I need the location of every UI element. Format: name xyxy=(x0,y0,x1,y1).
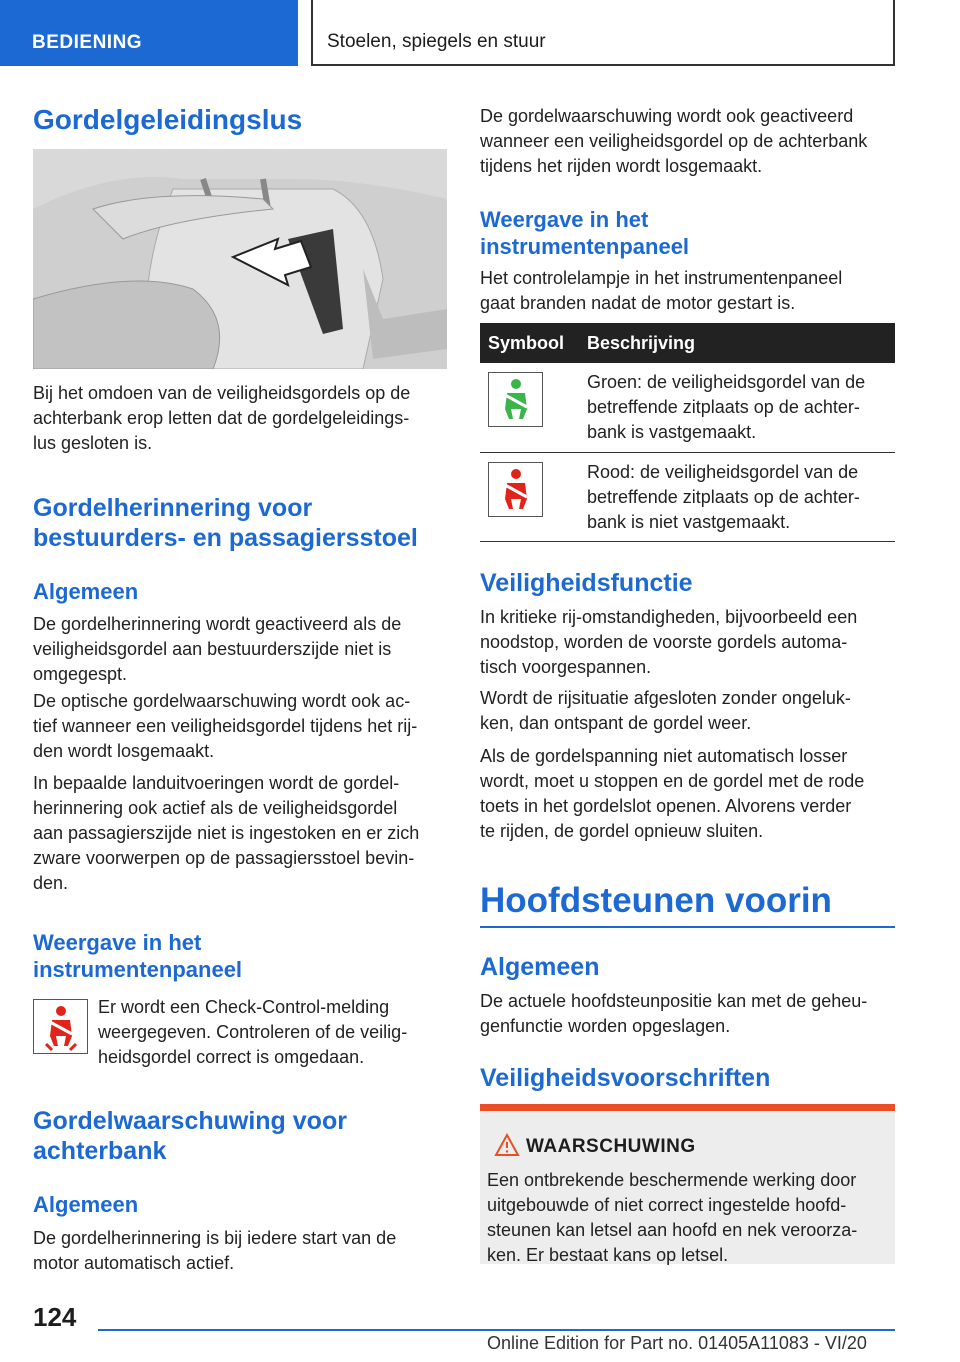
heading-veiligheidsvoorschriften: Veiligheidsvoorschriften xyxy=(480,1064,771,1092)
seat-illustration xyxy=(33,149,447,369)
heading-line: Weergave in het xyxy=(480,207,649,232)
heading-line: instrumentenpaneel xyxy=(480,234,690,259)
seat-belt-guide-image xyxy=(33,149,447,369)
table-row xyxy=(480,363,895,453)
text-line: herinnering ook actief als de veiligheidsgordel xyxy=(33,798,398,818)
warning-text xyxy=(487,1168,887,1268)
heading-underline xyxy=(480,926,895,928)
text-line: tief wanneer een veiligheidsgordel tijdens het rij- xyxy=(33,716,418,736)
page-number: 124 xyxy=(33,1302,77,1332)
heading-veiligheidsfunctie: Veiligheidsfunctie xyxy=(480,569,693,597)
text-line: Een ontbrekende beschermende werking door xyxy=(487,1170,857,1190)
text-line: ken, dan ontspant de gordel weer. xyxy=(480,713,752,733)
footer-edition: Online Edition for Part no. 01405A11083 - VI/20 xyxy=(487,1333,867,1353)
heading-line: Gordelwaarschuwing voor xyxy=(33,1107,347,1135)
heading-algemeen-2: Algemeen xyxy=(33,1192,139,1217)
text-line: wanneer een veiligheidsgordel op de achterbank xyxy=(480,131,868,151)
section-tab xyxy=(0,0,298,66)
text-line: Als de gordelspanning niet automatisch losser xyxy=(480,746,848,766)
text-line: Het controlelampje in het instrumentenpaneel xyxy=(480,268,843,288)
text-line: heidsgordel correct is omgedaan. xyxy=(98,1047,365,1067)
heading-line: Weergave in het xyxy=(33,930,202,955)
text-line: toets in het gordelslot openen. Alvorens verder xyxy=(480,796,852,816)
text-line: In kritieke rij-omstandigheden, bijvoorbeeld een xyxy=(480,607,858,627)
heading-weergave-right xyxy=(480,206,689,260)
warning-triangle-icon xyxy=(494,1133,520,1157)
paragraph-alg2 xyxy=(33,689,447,764)
text-line: Rood: de veiligheidsgordel van de xyxy=(587,462,859,482)
heading-hoofdsteunen-voorin: Hoofdsteunen voorin xyxy=(480,881,832,920)
text-line: lus gesloten is. xyxy=(33,433,153,453)
paragraph-alg3 xyxy=(33,771,447,896)
text-line: De actuele hoofdsteunpositie kan met de geheu- xyxy=(480,991,868,1011)
heading-gordelherinnering xyxy=(33,493,418,553)
heading-line: bestuurders- en passagiersstoel xyxy=(33,524,418,552)
paragraph-lus xyxy=(33,381,447,456)
heading-gordelgeleidingslus: Gordelgeleidingslus xyxy=(33,104,303,135)
text-line: bank is vastgemaakt. xyxy=(587,422,757,442)
text-line: betreffende zitplaats op de achter- xyxy=(587,487,860,507)
footer-rule xyxy=(98,1329,895,1331)
text-line: Er wordt een Check-Control-melding xyxy=(98,997,390,1017)
heading-gordelwaarschuwing-achterbank xyxy=(33,1106,347,1166)
symbol-table-header xyxy=(480,323,895,363)
text-line: Bij het omdoen van de veiligheidsgordels op de xyxy=(33,383,411,403)
seatbelt-green-icon xyxy=(488,372,543,427)
text-line: De gordelherinnering is bij iedere start van de xyxy=(33,1228,397,1248)
text-line: tisch voorgespannen. xyxy=(480,657,652,677)
table-cell-description xyxy=(587,460,892,535)
table-row xyxy=(480,453,895,542)
seatbelt-red-icon xyxy=(33,999,88,1054)
text-line: achterbank erop letten dat de gordelgeleidings- xyxy=(33,408,410,428)
paragraph-alg-right xyxy=(480,989,895,1039)
text-line: Groen: de veiligheidsgordel van de xyxy=(587,372,866,392)
table-cell-description xyxy=(587,370,892,445)
text-line: omgegespt. xyxy=(33,664,128,684)
paragraph-v3 xyxy=(480,744,895,844)
text-line: weergegeven. Controleren of de veilig- xyxy=(98,1022,408,1042)
text-line: genfunctie worden opgeslagen. xyxy=(480,1016,731,1036)
text-line: den wordt losgemaakt. xyxy=(33,741,215,761)
text-line: den. xyxy=(33,873,69,893)
heading-line: instrumentenpaneel xyxy=(33,957,243,982)
text-line: veiligheidsgordel aan bestuurderszijde niet is xyxy=(33,639,392,659)
text-line: noodstop, worden de voorste gordels automa- xyxy=(480,632,848,652)
text-line: De gordelherinnering wordt geactiveerd als de xyxy=(33,614,402,634)
text-line: aan passagierszijde niet is ingestoken en er zich xyxy=(33,823,420,843)
text-line: ken. Er bestaat kans op letsel. xyxy=(487,1245,729,1265)
heading-line: Gordelherinnering voor xyxy=(33,494,313,522)
column-header-beschrijving: Beschrijving xyxy=(587,333,696,353)
warning-box xyxy=(480,1104,895,1264)
seatbelt-red-icon xyxy=(488,462,543,517)
text-line: steunen kan letsel aan hoofd en nek veroorza- xyxy=(487,1220,858,1240)
paragraph-weergave-left xyxy=(98,995,448,1070)
text-line: zware voorwerpen op de passagiersstoel bevin- xyxy=(33,848,415,868)
page-header xyxy=(0,0,960,66)
section-label: BEDIENING xyxy=(32,32,143,53)
text-line: gaat branden nadat de motor gestart is. xyxy=(480,293,796,313)
column-header-symbool: Symbool xyxy=(488,333,565,353)
paragraph-v1 xyxy=(480,605,895,680)
heading-algemeen-1: Algemeen xyxy=(33,579,139,604)
heading-weergave-left xyxy=(33,929,242,983)
heading-algemeen-3: Algemeen xyxy=(480,953,600,981)
text-line: De gordelwaarschuwing wordt ook geactiveerd xyxy=(480,106,854,126)
warning-title: WAARSCHUWING xyxy=(526,1136,696,1157)
text-line: In bepaalde landuitvoeringen wordt de gordel- xyxy=(33,773,400,793)
paragraph-alg1 xyxy=(33,612,447,687)
chapter-tab xyxy=(311,0,895,66)
text-line: uitgebouwde of niet correct ingestelde hoofd- xyxy=(487,1195,847,1215)
text-line: te rijden, de gordel opnieuw sluiten. xyxy=(480,821,764,841)
text-line: bank is niet vastgemaakt. xyxy=(587,512,791,532)
text-line: Wordt de rijsituatie afgesloten zonder ongeluk- xyxy=(480,688,851,708)
paragraph-right-top xyxy=(480,104,895,179)
text-line: tijdens het rijden wordt losgemaakt. xyxy=(480,156,763,176)
paragraph-alg4 xyxy=(33,1226,447,1276)
text-line: motor automatisch actief. xyxy=(33,1253,235,1273)
text-line: De optische gordelwaarschuwing wordt ook ac- xyxy=(33,691,411,711)
paragraph-weergave-right xyxy=(480,266,895,316)
text-line: wordt, moet u stoppen en de gordel met de rode xyxy=(480,771,865,791)
text-line: betreffende zitplaats op de achter- xyxy=(587,397,860,417)
paragraph-v2 xyxy=(480,686,895,736)
heading-line: achterbank xyxy=(33,1137,167,1165)
chapter-label: Stoelen, spiegels en stuur xyxy=(327,31,546,52)
